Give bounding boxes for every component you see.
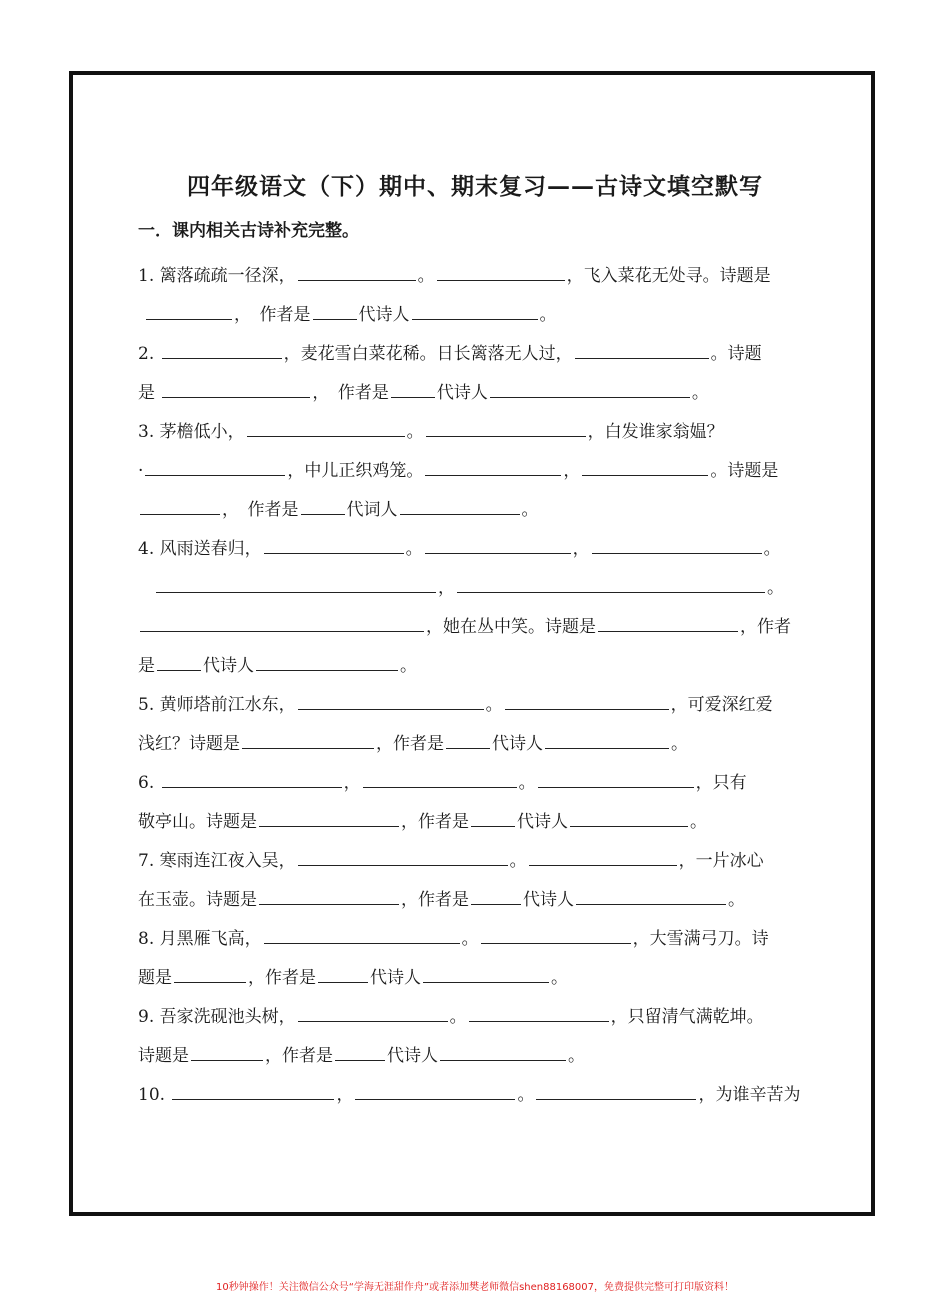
blank-field[interactable] xyxy=(529,847,677,866)
blank-field[interactable] xyxy=(298,691,484,710)
fill-line: 4. 风雨送春归， 。 ， 。 xyxy=(138,535,818,561)
fill-line: 10. ， 。 ，为谁辛苦为 xyxy=(138,1081,818,1107)
blank-field[interactable] xyxy=(592,535,762,554)
blank-field[interactable] xyxy=(301,496,345,515)
blank-field[interactable] xyxy=(256,652,398,671)
fill-line: ，她在丛中笑。诗题是 ，作者 xyxy=(138,613,818,639)
blank-field[interactable] xyxy=(536,1081,696,1100)
blank-field[interactable] xyxy=(298,1003,448,1022)
blank-field[interactable] xyxy=(598,613,738,632)
blank-field[interactable] xyxy=(426,418,586,437)
blank-field[interactable] xyxy=(172,1081,334,1100)
fill-line: 8. 月黑雁飞高， 。 ，大雪满弓刀。诗 xyxy=(138,925,818,951)
blank-field[interactable] xyxy=(575,340,709,359)
blank-field[interactable] xyxy=(162,769,342,788)
blank-field[interactable] xyxy=(335,1042,385,1061)
blank-field[interactable] xyxy=(481,925,631,944)
blank-field[interactable] xyxy=(400,496,520,515)
blank-field[interactable] xyxy=(140,496,220,515)
fill-line: 3. 茅檐低小， 。 ，白发谁家翁媪？ xyxy=(138,418,818,444)
blank-field[interactable] xyxy=(355,1081,515,1100)
fill-line: 是 代诗人 。 xyxy=(138,652,818,678)
blank-field[interactable] xyxy=(471,886,521,905)
blank-field[interactable] xyxy=(264,925,460,944)
blank-field[interactable] xyxy=(538,769,694,788)
blank-field[interactable] xyxy=(423,964,549,983)
fill-line: 5. 黄师塔前江水东， 。 ，可爱深红爱 xyxy=(138,691,818,717)
blank-field[interactable] xyxy=(582,457,708,476)
blank-field[interactable] xyxy=(298,262,416,281)
blank-field[interactable] xyxy=(469,1003,609,1022)
blank-field[interactable] xyxy=(145,457,285,476)
blank-field[interactable] xyxy=(146,301,232,320)
fill-line: 诗题是 ，作者是 代诗人 。 xyxy=(138,1042,818,1068)
fill-line: ， 作者是 代词人 。 xyxy=(138,496,818,522)
fill-line: 9. 吾家洗砚池头树， 。 ，只留清气满乾坤。 xyxy=(138,1003,818,1029)
fill-line: ， 作者是 代诗人 。 xyxy=(138,301,818,327)
section-heading: 一．课内相关古诗补充完整。 xyxy=(138,221,359,241)
blank-field[interactable] xyxy=(570,808,688,827)
blank-field[interactable] xyxy=(140,613,424,632)
blank-field[interactable] xyxy=(457,574,765,593)
fill-line: 浅红？诗题是 ，作者是 代诗人 。 xyxy=(138,730,818,756)
blank-field[interactable] xyxy=(425,535,571,554)
blank-field[interactable] xyxy=(490,379,690,398)
fill-line: 敬亭山。诗题是 ，作者是 代诗人 。 xyxy=(138,808,818,834)
blank-field[interactable] xyxy=(412,301,538,320)
blank-field[interactable] xyxy=(264,535,404,554)
blank-field[interactable] xyxy=(298,847,508,866)
blank-field[interactable] xyxy=(446,730,490,749)
fill-line: 1. 篱落疏疏一径深， 。 ，飞入菜花无处寻。诗题是 xyxy=(138,262,818,288)
page-title: 四年级语文（下）期中、期末复习——古诗文填空默写 xyxy=(187,173,763,200)
blank-field[interactable] xyxy=(174,964,246,983)
fill-line: 2. ，麦花雪白菜花稀。日长篱落无人过， 。诗题 xyxy=(138,340,818,366)
fill-line: 题是 ，作者是 代诗人 。 xyxy=(138,964,818,990)
blank-field[interactable] xyxy=(313,301,357,320)
blank-field[interactable] xyxy=(242,730,374,749)
blank-field[interactable] xyxy=(157,652,201,671)
blank-field[interactable] xyxy=(391,379,435,398)
blank-field[interactable] xyxy=(191,1042,263,1061)
fill-line: ， 。 xyxy=(138,574,818,600)
blank-field[interactable] xyxy=(425,457,561,476)
fill-line: 在玉壶。诗题是 ，作者是 代诗人 。 xyxy=(138,886,818,912)
blank-field[interactable] xyxy=(576,886,726,905)
blank-field[interactable] xyxy=(363,769,517,788)
footer-notice: 10秒钟操作！关注微信公众号“学海无涯甜作舟”或者添加樊老师微信shen88168007，免费提供完整可打印版资料！ xyxy=(215,1282,735,1293)
fill-line: 6. ， 。 ，只有 xyxy=(138,769,818,795)
blank-field[interactable] xyxy=(162,340,282,359)
blank-field[interactable] xyxy=(259,808,399,827)
blank-field[interactable] xyxy=(545,730,669,749)
blank-field[interactable] xyxy=(471,808,515,827)
blank-field[interactable] xyxy=(505,691,669,710)
fill-line: · ，中儿正织鸡笼。 ， 。诗题是 xyxy=(138,457,818,483)
blank-field[interactable] xyxy=(162,379,310,398)
blank-field[interactable] xyxy=(318,964,368,983)
fill-line: 7. 寒雨连江夜入吴， 。 ，一片冰心 xyxy=(138,847,818,873)
fill-line: 是 ， 作者是 代诗人 。 xyxy=(138,379,818,405)
blank-field[interactable] xyxy=(156,574,436,593)
blank-field[interactable] xyxy=(259,886,399,905)
blank-field[interactable] xyxy=(247,418,405,437)
blank-field[interactable] xyxy=(440,1042,566,1061)
blank-field[interactable] xyxy=(437,262,565,281)
